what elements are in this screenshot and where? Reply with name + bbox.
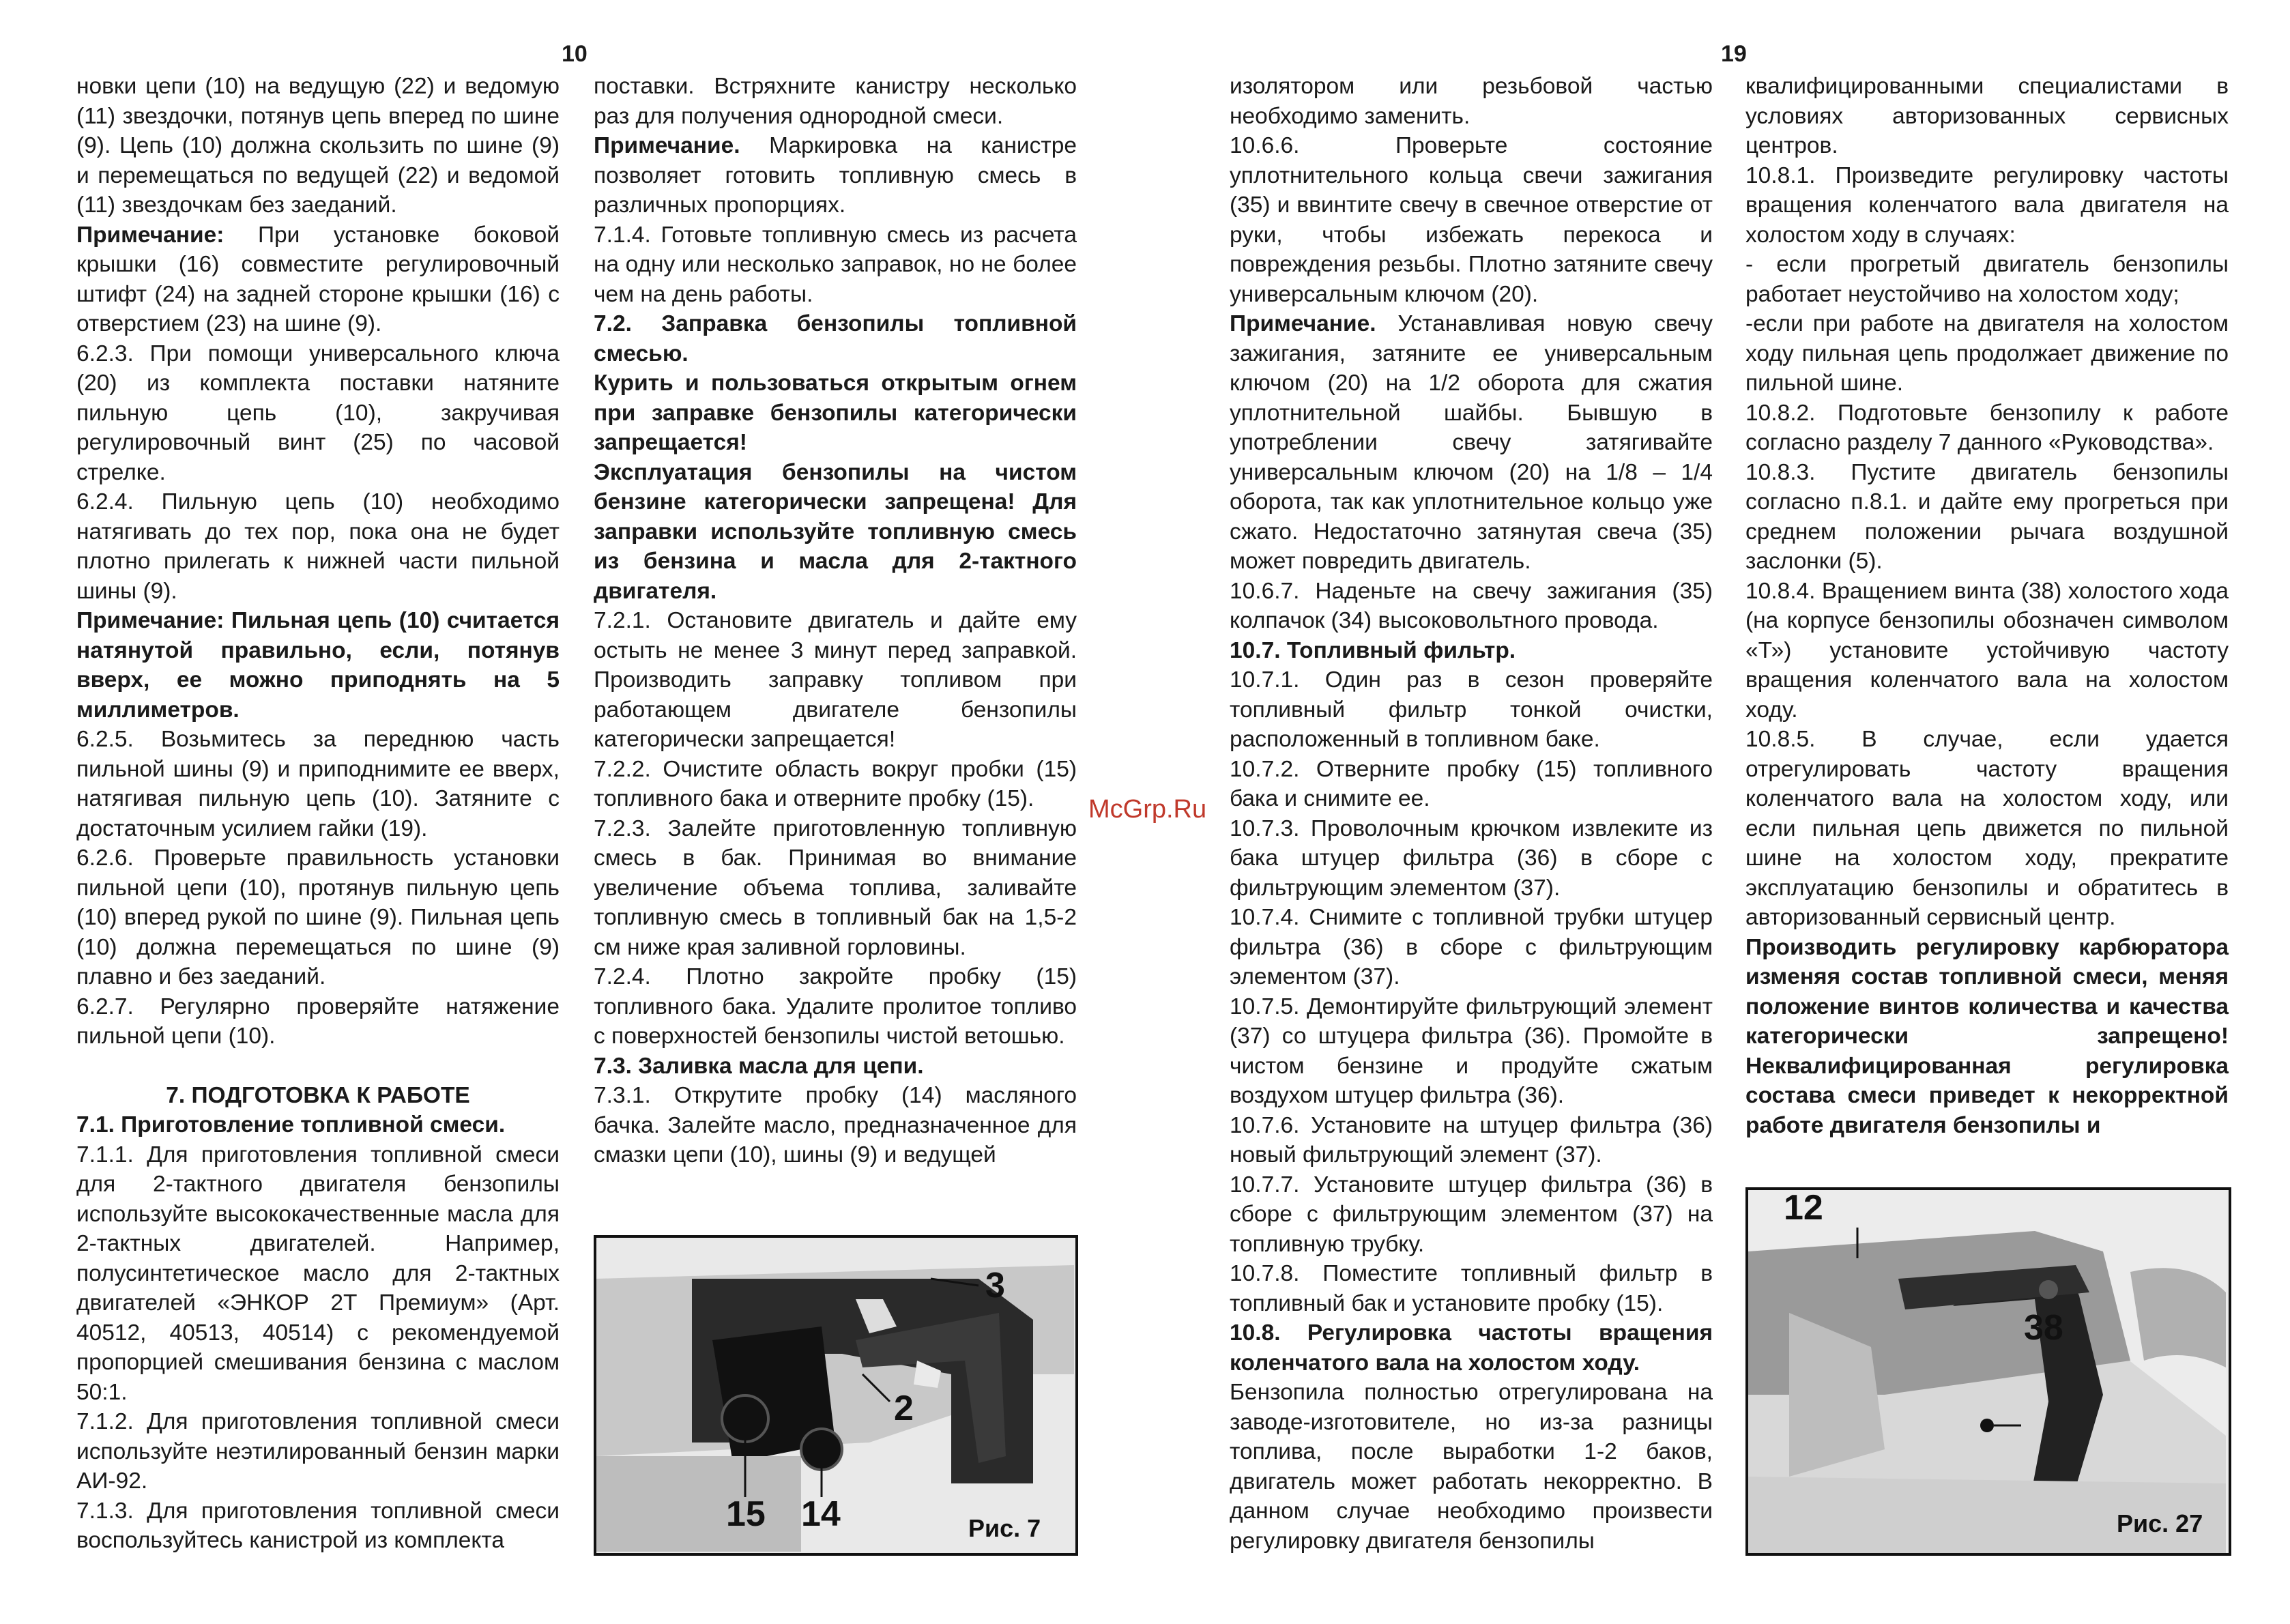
col1-paragraph: 6.2.5. Возьмитесь за переднюю часть пильной шины (9) и приподнимите ее вверх, натягивая пильную цепь (10). Затяните с достаточным усилием гайки (19). xyxy=(76,727,560,841)
col3-paragraph: Бензопила полностью отрегулирована на заводе-изготовителе, но из-за разницы топлива, после выработки 1-2 баков, двигатель может работать некорректно. В данном случае необходимо произвести регулировку двигателя бензопилы xyxy=(1230,1380,1713,1554)
col3-paragraph: 10.8. Регулировка частоты вращения коленчатого вала на холостом ходу. xyxy=(1230,1320,1713,1376)
col2-paragraph: 7.1.4. Готовьте топливную смесь из расчета на одну или несколько заправок, но не более чем на день работы. xyxy=(594,222,1077,307)
col2-paragraph: 7.2.4. Плотно закройте пробку (15) топливного бака. Удалите пролитое топливо с поверхностей бензопилы чистой ветошью. xyxy=(594,964,1077,1049)
col1-paragraph: 7. ПОДГОТОВКА К РАБОТЕ xyxy=(166,1082,470,1108)
col1-paragraph: 6.2.4. Пильную цепь (10) необходимо натягивать до тех пор, пока она не будет плотно прилегать к нижней части пильной шины (9). xyxy=(76,489,560,604)
fig7-label-3: 3 xyxy=(985,1266,1005,1305)
col3-paragraph: 10.6.6. Проверьте состояние уплотнительного кольца свечи зажигания (35) и ввинтите свечу в свечное отверстие от руки, чтобы избежать перекоса и повреждения резьбы. Плотно затяните свечу универсальным ключом (20). xyxy=(1230,133,1713,307)
col4-paragraph: квалифицированными специалистами в условиях авторизованных сервисных центров. xyxy=(1745,74,2229,158)
col4-paragraph: -если при работе на двигателя на холостом ходу пильная цепь продолжает движение по пильной шине. xyxy=(1745,311,2229,396)
col3-paragraph: 10.7.7. Установите штуцер фильтра (36) в сборе с фильтрующим элементом (37) на топливную трубку. xyxy=(1230,1172,1713,1257)
col3-paragraph xyxy=(1230,309,1713,577)
note-label: Примечание: xyxy=(76,222,224,248)
note-text: Маркировка на канистре позволяет готовить топливную смесь в различных пропорциях. xyxy=(594,133,1077,218)
col2-paragraph: Курить и пользоваться открытым огнем при заправке бензопилы категорически запрещается! xyxy=(594,371,1077,455)
note-text: При установке боковой крышки (16) совместите регулировочный штифт (24) на задней стороне крышки (16) с отверстием (23) на шине (9). xyxy=(76,222,560,336)
col2-paragraph xyxy=(594,131,1077,220)
fig27-label-12: 12 xyxy=(1784,1188,1823,1228)
col1-paragraph: новки цепи (10) на ведущую (22) и ведомую (11) звездочки, потянув цепь вперед по шине (9). Цепь (10) должна скользить по шине (9) и перемещаться по ведущей (22) и ведомой (11) звездочкам без заеданий. xyxy=(76,74,560,218)
col2-paragraph: поставки. Встряхните канистру несколько раз для получения однородной смеси. xyxy=(594,74,1077,129)
column-2 xyxy=(594,72,1077,1170)
col4-paragraph: 10.8.4. Вращением винта (38) холостого хода (на корпусе бензопилы обозначен символом «Т») установите устойчивую частоту вращения коленчатого вала на холостом ходу. xyxy=(1745,578,2229,723)
col1-paragraph: 7.1.1. Для приготовления топливной смеси для 2-тактного двигателя бензопилы используйте высококачественные масла для 2-тактных двигателей. Например, полусинтетическое масло для 2-тактных двигателей «ЭНКОР 2Т Премиум» (Арт. 40512, 40513, 40514) с рекомендуемой пропорцией смешивания бензина с маслом 50:1. xyxy=(76,1142,560,1405)
col1-paragraph: 7.1.3. Для приготовления топливной смеси воспользуйтесь канистрой из комплекта xyxy=(76,1498,560,1553)
col4-paragraph: 10.8.5. В случае, если удается отрегулировать частоту вращения коленчатого вала на холостом ходу, или если пильная цепь движется по пильной шине на холостом ходу, прекратите эксплуатацию бензопилы и обратитесь в авторизованный сервисный центр. xyxy=(1745,727,2229,930)
col4-paragraph: 10.8.3. Пустите двигатель бензопилы согласно п.8.1. и дайте ему прогреться при среднем положении рычага воздушной заслонки (5). xyxy=(1745,459,2229,574)
col2-paragraph: Эксплуатация бензопилы на чистом бензине категорически запрещена! Для заправки используйте топливную смесь из бензина и масла для 2-тактного двигателя. xyxy=(594,459,1077,604)
fig7-label-15: 15 xyxy=(726,1494,766,1534)
page-number-left: 10 xyxy=(562,41,588,67)
col1-paragraph: 6.2.3. При помощи универсального ключа (20) из комплекта поставки натяните пильную цепь (10), закручивая регулировочный винт (25) по часовой стрелке. xyxy=(76,340,560,485)
col1-paragraph xyxy=(76,220,560,339)
col3-paragraph: 10.7.4. Снимите с топливной трубки штуцер фильтра (36) в сборе с фильтрующим элементом (37). xyxy=(1230,905,1713,989)
fig27-caption: Рис. 27 xyxy=(2117,1509,2203,1537)
col2-paragraph: 7.3.1. Открутите пробку (14) масляного бачка. Залейте масло, предназначенное для смазки цепи (10), шины (9) и ведущей xyxy=(594,1083,1077,1168)
col1-paragraph: 6.2.6. Проверьте правильность установки пильной цепи (10), протянув пильную цепь (10) вперед рукой по шине (9). Пильная цепь (10) должна перемещаться по шине (9) плавно и без заеданий. xyxy=(76,845,560,989)
col2-paragraph: 7.2. Заправка бензопилы топливной смесью. xyxy=(594,311,1077,366)
col1-paragraph: 7.1. Приготовление топливной смеси. xyxy=(76,1112,506,1137)
col3-paragraph: 10.7.8. Поместите топливный фильтр в топливный бак и установите пробку (15). xyxy=(1230,1261,1713,1316)
fig7-label-2: 2 xyxy=(894,1389,914,1428)
col3-paragraph: 10.6.7. Наденьте на свечу зажигания (35) колпачок (34) высоковольтного провода. xyxy=(1230,578,1713,633)
col2-paragraph: 7.2.1. Остановите двигатель и дайте ему остыть не менее 3 минут перед заправкой. Производить заправку топливом при работающем двигателе бензопилы категорически запрещается! xyxy=(594,608,1077,752)
col3-paragraph: 10.7. Топливный фильтр. xyxy=(1230,637,1516,663)
col3-paragraph: 10.7.2. Отверните пробку (15) топливного бака и снимите ее. xyxy=(1230,756,1713,811)
col1-paragraph: 7.1.2. Для приготовления топливной смеси используйте неэтилированный бензин марки АИ-92. xyxy=(76,1409,560,1494)
figure-27 xyxy=(1745,1187,2231,1556)
col3-paragraph: 10.7.5. Демонтируйте фильтрующий элемент (37) со штуцера фильтра (36). Промойте в чистом бензине и продуйте сжатым воздухом штуцер фильтра (36). xyxy=(1230,994,1713,1108)
fig7-caption: Рис. 7 xyxy=(968,1514,1041,1542)
col3-paragraph: изолятором или резьбовой частью необходимо заменить. xyxy=(1230,74,1713,129)
col1-paragraph: 6.2.7. Регулярно проверяйте натяжение пильной цепи (10). xyxy=(76,994,560,1049)
watermark: McGrp.Ru xyxy=(1088,795,1207,824)
col4-paragraph: 10.8.2. Подготовьте бензопилу к работе согласно разделу 7 данного «Руководства». xyxy=(1745,400,2229,455)
col4-paragraph: 10.8.1. Произведите регулировку частоты вращения коленчатого вала двигателя на холостом ходу в случаях: xyxy=(1745,162,2229,248)
col2-paragraph: 7.2.3. Залейте приготовленную топливную смесь в бак. Принимая во внимание увеличение объема топлива, заливайте топливную смесь в топливный бак на 1,5-2 см ниже края заливной горловины. xyxy=(594,815,1077,960)
note-label: Примечание. xyxy=(1230,311,1376,336)
col4-paragraph: Производить регулировку карбюратора изменяя состав топливной смеси, меняя положение винтов количества и качества категорически запрещено! Неквалифицированная регулировка состава смеси приведет к некорректной работе двигателя бензопилы и xyxy=(1745,934,2229,1138)
col1-paragraph: Примечание: Пильная цепь (10) считается натянутой правильно, если, потянув вверх, ее можно приподнять на 5 миллиметров. xyxy=(76,608,560,723)
col4-paragraph: - если прогретый двигатель бензопилы работает неустойчиво на холостом ходу; xyxy=(1745,252,2229,307)
col2-paragraph: 7.3. Заливка масла для цепи. xyxy=(594,1053,924,1079)
column-1 xyxy=(76,72,560,1556)
col3-paragraph: 10.7.6. Установите на штуцер фильтра (36) новый фильтрующий элемент (37). xyxy=(1230,1112,1713,1168)
fig7-label-14: 14 xyxy=(801,1494,841,1534)
page-number-right: 19 xyxy=(1721,41,1747,67)
note-text: Устанавливая новую свечу зажигания, затяните ее универсальным ключом (20) на 1/2 оборота для сжатия уплотнительной шайбы. Бывшую в употреблении свечу затягивайте универсальным ключом (20) на 1/8 – 1/4 оборота, так как уплотнительное кольцо уже сжато. Недостаточно затянутая свеча (35) может повредить двигатель. xyxy=(1230,311,1713,574)
chainsaw-starter-illustration xyxy=(1748,1190,2229,1553)
column-3 xyxy=(1230,72,1713,1556)
col3-paragraph: 10.7.1. Один раз в сезон проверяйте топливный фильтр тонкой очистки, расположенный в топливном баке. xyxy=(1230,667,1713,752)
figure-7 xyxy=(594,1235,1078,1556)
col3-paragraph: 10.7.3. Проволочным крючком извлеките из бака штуцер фильтра (36) в сборе с фильтрующим элементом (37). xyxy=(1230,815,1713,901)
col2-paragraph: 7.2.2. Очистите область вокруг пробки (15) топливного бака и отверните пробку (15). xyxy=(594,756,1077,811)
note-label: Примечание. xyxy=(594,133,740,158)
column-4 xyxy=(1745,72,2229,1140)
fig27-label-38: 38 xyxy=(2024,1308,2063,1348)
